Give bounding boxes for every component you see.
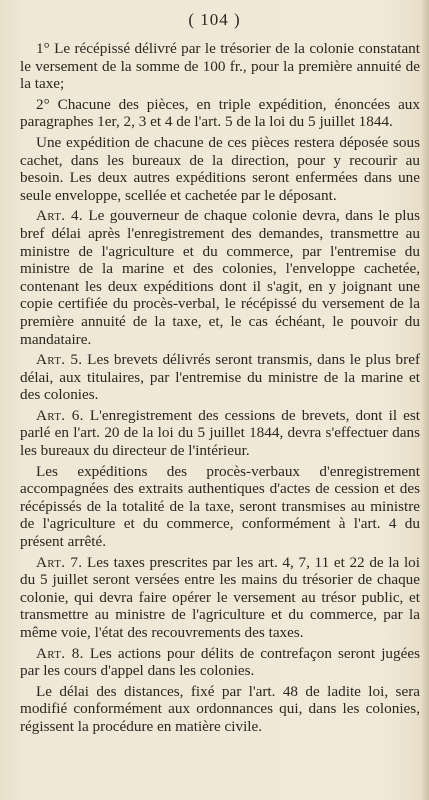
page-number: ( 104 ) (188, 10, 241, 29)
paragraph-text: Une expédition de chacune de ces pièces restera déposée sous cachet, dans les bureaux de la direction, pour y recourir au besoin. Les deux autres expéditions seront enfermées dans une seule enveloppe, scellée et cachetée par le déposant. (20, 133, 420, 204)
article-label: Art. 5. (36, 351, 83, 369)
article-6 (20, 407, 420, 460)
paragraph-7 (20, 463, 420, 551)
paragraph-2 (20, 96, 420, 131)
paragraph-text: 2° Chacune des pièces, en triple expédition, énoncées aux paragraphes 1er, 2, 3 et 4 de l'art. 5 de la loi du 5 juillet 1844. (20, 95, 420, 131)
article-label: Art. 6. (36, 406, 84, 424)
article-label: Art. 4. (36, 207, 83, 225)
paragraph-text: 1° Le récépissé délivré par le trésorier de la colonie constatant le versement de la somme de 100 fr., pour la première annuité de la taxe; (20, 40, 420, 93)
paragraph-text: Les expéditions des procès-verbaux d'enregistrement accompagnées des extraits authentiques d'actes de cession et des récépissés de la totalité de la taxe, seront transmises au ministre de l'agriculture et du commerce, conformément à l'art. 4 du présent arrêté. (20, 462, 420, 551)
paragraph-10 (20, 683, 420, 736)
article-label: Art. 8. (36, 644, 84, 662)
article-label: Art. 7. (36, 553, 83, 571)
article-7 (20, 554, 420, 642)
paragraph-text: Le délai des distances, fixé par l'art. 48 de ladite loi, sera modifié conformément aux ordonnances qui, dans les colonies, régissent la procédure en matière civile. (20, 682, 420, 735)
article-4 (20, 207, 420, 348)
article-text: Le gouverneur de chaque colonie devra, dans le plus bref délai après l'enregistrement des demandes, transmettre au ministre de l'agriculture et du commerce, par l'entremise du ministre de la marine et des colonies, l'enveloppe cachetée, contenant les deux expéditions dont il s'agit, en y joignant une copie certifiée du procès-verbal, le récépissé du versement de la première annuité de la taxe, et, le cas échéant, le pouvoir du mandataire. (20, 207, 421, 348)
article-8 (20, 645, 420, 680)
page-body (20, 40, 420, 738)
page-gutter-shadow (421, 0, 429, 800)
article-text: L'enregistrement des cessions de brevets, dont il est parlé en l'art. 20 de la loi du 5 juillet 1844, devra s'effectuer dans les bureaux du directeur de l'intérieur. (20, 406, 421, 460)
article-5 (20, 351, 420, 404)
article-text: Les taxes prescrites par les art. 4, 7, 11 et 22 de la loi du 5 juillet seront versées entre les mains du trésorier de chaque colonie, qui devra faire opérer le versement au trésor public, et transmettre au ministre de l'agriculture et du commerce, par la même voie, l'état des recouvrements des taxes. (20, 553, 420, 641)
paragraph-1 (20, 40, 420, 93)
article-text: Les actions pour délits de contrefaçon seront jugées par les cours d'appel dans les colonies. (20, 644, 421, 680)
paragraph-3 (20, 134, 420, 204)
article-text: Les brevets délivrés seront transmis, dans le plus bref délai, aux titulaires, par l'entremise du ministre de la marine et des colonies. (20, 351, 421, 404)
